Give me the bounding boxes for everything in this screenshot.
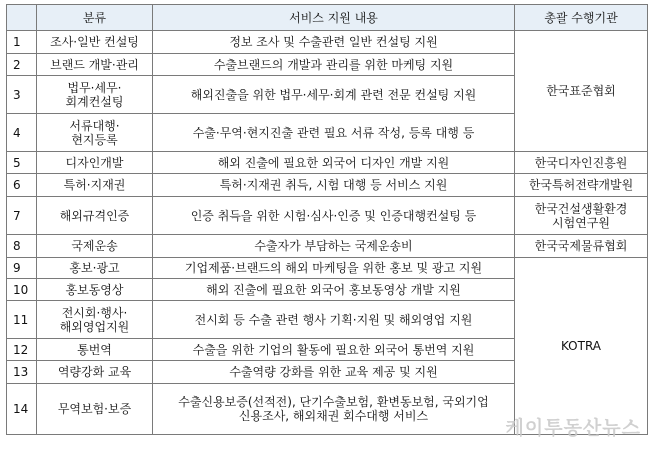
row-category: 서류대행· 현지등록 <box>37 114 153 152</box>
table-header-row <box>7 5 648 31</box>
row-service: 특허·지재권 취득, 시험 대행 등 서비스 지원 <box>153 174 515 197</box>
row-category: 조사·일반 컨설팅 <box>37 31 153 54</box>
row-number: 3 <box>7 76 37 114</box>
row-number: 12 <box>7 339 37 361</box>
agency-cell: 한국건설생활환경 시험연구원 <box>515 197 648 235</box>
table-row <box>7 258 648 279</box>
row-service: 정보 조사 및 수출관련 일반 컨설팅 지원 <box>153 31 515 54</box>
row-service: 해외 진출에 필요한 외국어 홍보동영상 개발 지원 <box>153 279 515 301</box>
row-number: 5 <box>7 152 37 174</box>
agency-cell: 한국특허전략개발원 <box>515 174 648 197</box>
header-category: 분류 <box>37 5 153 31</box>
row-category: 역량강화 교육 <box>37 361 153 384</box>
agency-cell: 한국표준협회 <box>515 31 648 152</box>
row-category: 홍보·광고 <box>37 258 153 279</box>
row-category: 브랜드 개발·관리 <box>37 54 153 76</box>
row-service: 수출신용보증(선적전), 단기수출보험, 환변동보험, 국외기업 신용조사, 해외채권 회수대행 서비스 <box>153 384 515 435</box>
row-category: 특허·지재권 <box>37 174 153 197</box>
row-category: 홍보동영상 <box>37 279 153 301</box>
row-number: 6 <box>7 174 37 197</box>
agency-cell: 한국국제물류협회 <box>515 235 648 258</box>
row-service: 기업제품·브랜드의 해외 마케팅을 위한 홍보 및 광고 지원 <box>153 258 515 279</box>
row-number: 9 <box>7 258 37 279</box>
row-service: 해외진출을 위한 법무·세무·회계 관련 전문 컨설팅 지원 <box>153 76 515 114</box>
row-category: 전시회·행사· 해외영업지원 <box>37 301 153 339</box>
row-category: 법무·세무· 회계컨설팅 <box>37 76 153 114</box>
table-row <box>7 197 648 235</box>
row-category: 디자인개발 <box>37 152 153 174</box>
row-category: 국제운송 <box>37 235 153 258</box>
header-service: 서비스 지원 내용 <box>153 5 515 31</box>
row-number: 8 <box>7 235 37 258</box>
row-service: 수출·무역·현지진출 관련 필요 서류 작성, 등록 대행 등 <box>153 114 515 152</box>
row-service: 인증 취득을 위한 시험·심사·인증 및 인증대행컨설팅 등 <box>153 197 515 235</box>
row-category: 무역보험·보증 <box>37 384 153 435</box>
watermark: 케이투동산뉴스 <box>505 417 641 439</box>
row-service: 수출브랜드의 개발과 관리를 위한 마케팅 지원 <box>153 54 515 76</box>
table-row <box>7 235 648 258</box>
row-service: 수출역량 강화를 위한 교육 제공 및 지원 <box>153 361 515 384</box>
row-number: 13 <box>7 361 37 384</box>
table-row <box>7 152 648 174</box>
row-service: 수출자가 부담하는 국제운송비 <box>153 235 515 258</box>
row-service: 해외 진출에 필요한 외국어 디자인 개발 지원 <box>153 152 515 174</box>
row-service: 전시회 등 수출 관련 행사 기획·지원 및 해외영업 지원 <box>153 301 515 339</box>
header-no <box>7 5 37 31</box>
row-category: 해외규격인증 <box>37 197 153 235</box>
service-support-table <box>6 4 648 435</box>
row-number: 7 <box>7 197 37 235</box>
row-number: 14 <box>7 384 37 435</box>
row-number: 11 <box>7 301 37 339</box>
row-number: 10 <box>7 279 37 301</box>
header-agency: 총괄 수행기관 <box>515 5 648 31</box>
row-number: 1 <box>7 31 37 54</box>
row-category: 통번역 <box>37 339 153 361</box>
table-row <box>7 31 648 54</box>
agency-cell: KOTRA <box>515 258 648 435</box>
agency-cell: 한국디자인진흥원 <box>515 152 648 174</box>
row-service: 수출을 위한 기업의 활동에 필요한 외국어 통번역 지원 <box>153 339 515 361</box>
row-number: 4 <box>7 114 37 152</box>
row-number: 2 <box>7 54 37 76</box>
table-row <box>7 174 648 197</box>
